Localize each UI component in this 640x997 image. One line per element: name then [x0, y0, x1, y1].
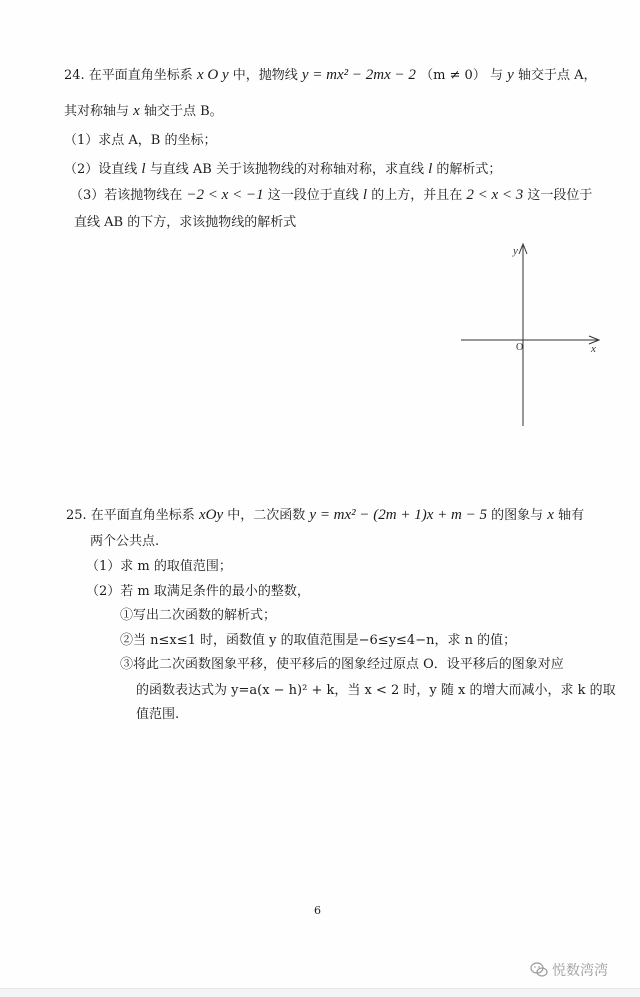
q24-part3-line1 [70, 186, 592, 205]
q24-part2-a: （2）设直线 [64, 162, 138, 177]
q25-sub3-line2: 的函数表达式为 y=a(x − h)² + k，当 x < 2 时，y 随 x 的增大而减小，求 k 的取 [136, 683, 616, 698]
q24-intro: 24. 在平面直角坐标系 [64, 68, 193, 83]
q24-intersect-b: 轴交于点 B。 [143, 104, 223, 119]
q24-part3-line2: 直线 AB 的下方，求该抛物线的解析式 [74, 215, 297, 230]
q24-parabola-label: 中，抛物线 [232, 68, 298, 83]
q24-equation: y = mx² − 2mx − 2 [301, 67, 416, 83]
q24-intersect-a: 轴交于点 A， [517, 68, 597, 83]
q24-part1: （1）求点 A，B 的坐标； [64, 133, 217, 148]
x-axis-label: x [591, 343, 596, 355]
q24-axis-text: 其对称轴与 [64, 104, 130, 119]
q24-part2 [64, 160, 501, 179]
q24-line-l3: l [362, 187, 368, 203]
q24-part3-d: 这一段位于 [527, 188, 593, 203]
q24-part3-a: （3）若该抛物线在 [70, 188, 183, 203]
q25-sub3-line1: ③将此二次函数图象平移，使平移后的图象经过原点 O．设平移后的图象对应 [120, 657, 564, 672]
q24-x-var: x [133, 103, 140, 119]
q24-condition: （m ≠ 0） [420, 68, 486, 83]
q25-graph-with: 的图象与 [491, 508, 544, 523]
q25-intro: 25. 在平面直角坐标系 [66, 508, 195, 523]
q25-equation: y = mx² − (2m + 1)x + m − 5 [309, 507, 487, 523]
watermark-text: 悦数湾湾 [552, 963, 608, 979]
q25-x-var: x [547, 507, 554, 523]
q25-sub2: ②当 n≤x≤1 时，函数值 y 的取值范围是−6≤y≤4−n，求 n 的值； [120, 633, 517, 648]
q25-line2: 两个公共点. [90, 534, 160, 549]
q24-with: 与 [489, 68, 503, 83]
q25-axis-has: 轴有 [558, 508, 585, 523]
q25-line1 [66, 506, 584, 525]
q24-part2-c: 的解析式； [436, 162, 502, 177]
q24-line1 [64, 66, 596, 85]
q24-line-l1: l [141, 161, 146, 177]
coordinate-axes [455, 240, 605, 432]
q24-inequality2: 2 < x < 3 [466, 187, 524, 203]
q24-part3-c: 的上方，并且在 [371, 188, 463, 203]
q25-sub3-line3: 值范围. [136, 707, 180, 722]
q24-inequality1: −2 < x < −1 [186, 187, 264, 203]
q24-part2-b: 与直线 AB 关于该抛物线的对称轴对称，求直线 [149, 162, 424, 177]
q25-part1: （1）求 m 的取值范围； [86, 559, 232, 574]
q24-y-var: y [507, 67, 514, 83]
q24-part3-b: 这一段位于直线 [267, 188, 359, 203]
q25-function-label: 中，二次函数 [227, 508, 306, 523]
y-axis-label: y [513, 245, 518, 257]
q25-coord-system: xOy [198, 507, 224, 523]
q24-line2 [64, 102, 223, 121]
watermark [530, 960, 608, 980]
q25-part2: （2）若 m 取满足条件的最小的整数， [86, 584, 310, 599]
wechat-icon [530, 962, 548, 978]
q25-sub1: ①写出二次函数的解析式； [120, 608, 277, 623]
q24-coord-system: x O y [196, 67, 229, 83]
origin-label: O [516, 342, 524, 353]
q24-line-l2: l [428, 161, 433, 177]
page-number: 6 [314, 904, 321, 917]
